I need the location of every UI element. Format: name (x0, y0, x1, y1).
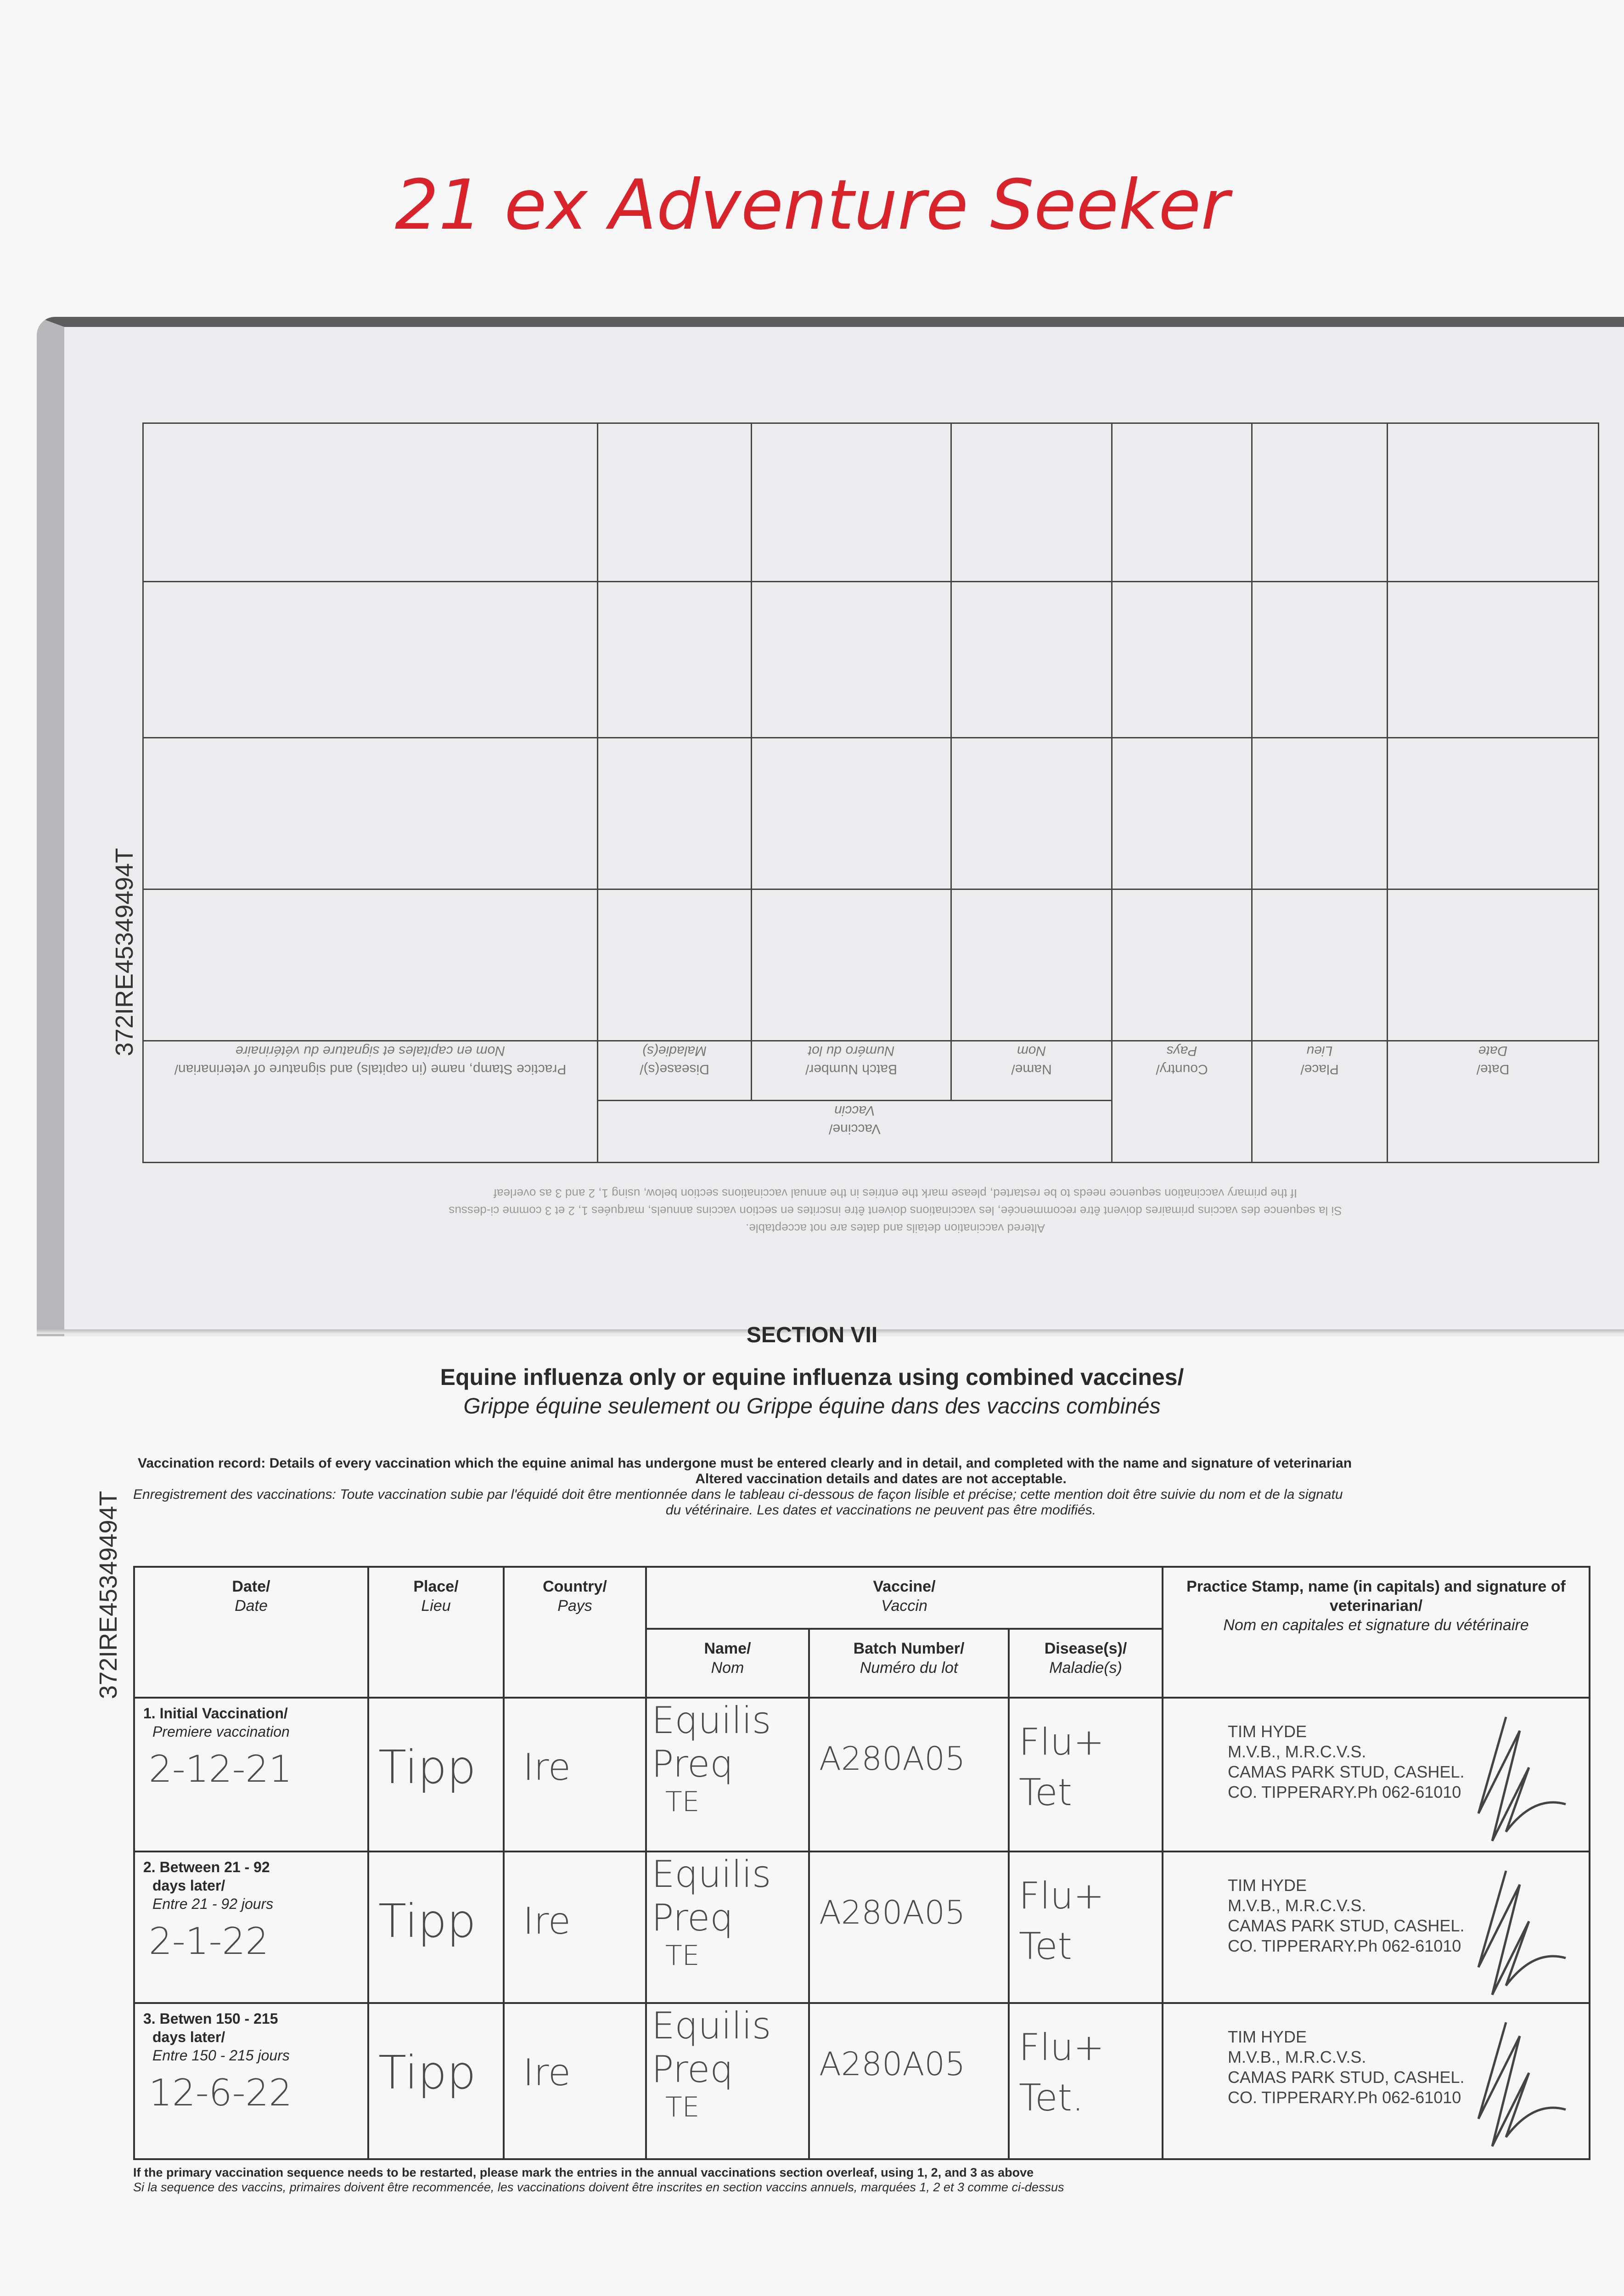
intro-fr-2: du vétérinaire. Les dates et vaccinations ne peuvent pas être modifiés. (665, 1503, 1096, 1518)
upper-header-disease (598, 1041, 752, 1101)
upper-header-batch (752, 1041, 951, 1101)
header-vaccine-label: Vaccine/ (873, 1578, 936, 1595)
row-date: 12-6-22 (149, 2071, 292, 2114)
row-vaccine-name-3: TE (665, 1786, 700, 1818)
row-country: Ire (523, 2051, 571, 2094)
row-country-cell (504, 1698, 646, 1851)
header-name (646, 1629, 809, 1698)
section-title: Equine influenza only or equine influenza using combined vaccines/ (440, 1364, 1184, 1390)
upper-batch-label: Batch Number/ (805, 1062, 898, 1077)
upper-vaccine-label: Vaccine/ (829, 1121, 881, 1137)
header-name-label: Name/ (704, 1640, 751, 1657)
row-disease-cell (1009, 1698, 1163, 1851)
row-disease-1: Flu+ (1019, 1721, 1104, 1763)
row-label: 1. Initial Vaccination/ (143, 1705, 288, 1722)
table-row (134, 1851, 1590, 2003)
row-place-cell (368, 1851, 504, 2003)
header-place-label-fr: Lieu (421, 1597, 451, 1615)
header-place (368, 1567, 504, 1698)
upper-place-label: Place/ (1300, 1062, 1339, 1077)
intro-text (133, 1456, 1624, 1518)
table-row (134, 1698, 1590, 1851)
intro-en-2: Altered vaccination details and dates are not acceptable. (695, 1471, 1067, 1486)
row-date-cell (134, 1851, 368, 2003)
footnote (133, 2165, 1064, 2195)
upper-note-fr: Si la sequence des vaccins primaires doivent être recommencée, les vaccinations doivent être inscrites en section vaccins annuels, marquées 1, 2 et 3 comme ci-dessus (449, 1204, 1342, 1218)
header-disease (1009, 1629, 1163, 1698)
stamp-line: CAMAS PARK STUD, CASHEL. (1228, 1916, 1465, 1935)
header-date-label-fr: Date (235, 1597, 268, 1615)
upper-header-vaccine (598, 1101, 1112, 1163)
header-country-label: Country/ (543, 1578, 607, 1595)
section-title-fr: Grippe équine seulement ou Grippe équine dans des vaccins combinés (463, 1394, 1161, 1418)
header-batch (809, 1629, 1009, 1698)
row-vaccine-name-cell (646, 1851, 809, 2003)
row-batch: A280A05 (819, 1894, 966, 1931)
upper-header-name (951, 1041, 1112, 1101)
row-vaccine-name-cell (646, 2003, 809, 2159)
row-batch: A280A05 (819, 2045, 966, 2083)
row-stamp-cell (1163, 1698, 1590, 1851)
upper-batch-label-fr: Numéro du lot (808, 1043, 895, 1058)
upper-vaccination-table (142, 422, 1599, 1163)
row-country: Ire (523, 1900, 571, 1942)
header-stamp-label: Practice Stamp, name (in capitals) and signature of veterinarian/ (1186, 1578, 1566, 1615)
vet-stamp (1163, 1699, 1589, 1802)
row-batch: A280A05 (819, 1740, 966, 1778)
row-batch-cell (809, 1851, 1009, 2003)
row-vaccine-name-2: Preq (652, 1896, 733, 1939)
row-vaccine-name-1: Equilis (652, 1699, 771, 1742)
upper-name-label-fr: Nom (1017, 1043, 1046, 1058)
signature (1451, 2018, 1570, 2155)
upper-vaccine-label-fr: Vaccin (834, 1103, 875, 1118)
intro-en: Vaccination record: Details of every vaccination which the equine animal has undergone must be entered clearly and in detail, and completed with the name and signature of veterinarian (138, 1456, 1352, 1471)
passport-id-upper: 372IRE45349494T (111, 848, 138, 1056)
header-vaccine (646, 1567, 1163, 1629)
header-disease-label: Disease(s)/ (1044, 1640, 1127, 1657)
vet-stamp (1163, 1852, 1589, 1956)
upper-name-label: Name/ (1011, 1062, 1052, 1077)
row-date: 2-12-21 (149, 1748, 292, 1790)
row-disease-1: Flu+ (1019, 2026, 1104, 2069)
signature (1451, 1866, 1570, 2004)
stamp-line: M.V.B., M.R.C.V.S. (1228, 1742, 1366, 1761)
upper-header-stamp (143, 1041, 598, 1163)
header-disease-label-fr: Maladie(s) (1049, 1659, 1122, 1677)
upper-date-label: Date/ (1476, 1062, 1510, 1077)
stamp-line: TIM HYDE (1228, 1722, 1307, 1741)
row-vaccine-name-1: Equilis (652, 1853, 771, 1896)
row-date: 2-1-22 (149, 1920, 269, 1963)
upper-notes (230, 1185, 1561, 1237)
header-batch-label-fr: Numéro du lot (860, 1659, 958, 1677)
row-label-fr: Entre 21 - 92 jours (152, 1896, 274, 1912)
vet-stamp (1163, 2004, 1589, 2108)
stamp-line: CAMAS PARK STUD, CASHEL. (1228, 1762, 1465, 1781)
upper-note-altered: Altered vaccination details and dates are not acceptable. (746, 1221, 1045, 1235)
stamp-line: TIM HYDE (1228, 2027, 1307, 2046)
row-label-2: days later/ (152, 2029, 225, 2045)
table-row (134, 2003, 1590, 2159)
row-vaccine-name-2: Preq (652, 2048, 733, 2091)
row-stamp-cell (1163, 1851, 1590, 2003)
stamp-line: CAMAS PARK STUD, CASHEL. (1228, 2068, 1465, 2087)
upper-stamp-label: Practice Stamp, name (in capitals) and signature of veterinarian/ (174, 1062, 567, 1077)
row-date-cell (134, 2003, 368, 2159)
row-disease-2: Tet. (1019, 2077, 1084, 2119)
header-date (134, 1567, 368, 1698)
upper-stamp-label-fr: Nom en capitales et signature du vétérinaire (236, 1043, 505, 1058)
stamp-line: M.V.B., M.R.C.V.S. (1228, 1896, 1366, 1915)
row-disease-cell (1009, 2003, 1163, 2159)
upper-header-place (1252, 1041, 1388, 1163)
row-label: 3. Betwen 150 - 215 (143, 2010, 278, 2027)
upper-header-country (1112, 1041, 1252, 1163)
row-stamp-cell (1163, 2003, 1590, 2159)
row-country: Ire (523, 1746, 571, 1789)
header-stamp-label-fr: Nom en capitales et signature du vétérinaire (1223, 1616, 1529, 1634)
header-date-label: Date/ (232, 1578, 270, 1595)
vaccination-table (133, 1566, 1590, 2160)
signature (1451, 1712, 1570, 1850)
upper-country-label-fr: Pays (1166, 1043, 1197, 1058)
row-label-2: days later/ (152, 1877, 225, 1894)
row-vaccine-name-1: Equilis (652, 2004, 771, 2047)
stamp-line: TIM HYDE (1228, 1876, 1307, 1895)
row-place-cell (368, 2003, 504, 2159)
row-label-fr: Premiere vaccination (152, 1723, 290, 1740)
footnote-fr: Si la sequence des vaccins, primaires doivent être recommencée, les vaccinations doivent être inscrites en section vaccins annuels, marquées 1, 2 et 3 comme ci-dessus (133, 2180, 1064, 2194)
upper-country-label: Country/ (1156, 1062, 1208, 1077)
header-stamp (1163, 1567, 1590, 1698)
stamp-line: CO. TIPPERARY.Ph 062-61010 (1228, 2088, 1461, 2107)
passport-id-lower: 372IRE45349494T (95, 1491, 122, 1699)
row-place: Tipp (378, 1740, 476, 1794)
header-place-label: Place/ (413, 1578, 459, 1595)
row-date-cell (134, 1698, 368, 1851)
row-vaccine-name-3: TE (665, 1940, 700, 1972)
stamp-line: CO. TIPPERARY.Ph 062-61010 (1228, 1783, 1461, 1801)
row-place-cell (368, 1698, 504, 1851)
row-label-fr: Entre 150 - 215 jours (152, 2047, 290, 2064)
row-country-cell (504, 1851, 646, 2003)
stamp-line: CO. TIPPERARY.Ph 062-61010 (1228, 1936, 1461, 1955)
header-country-label-fr: Pays (557, 1597, 592, 1615)
intro-fr: Enregistrement des vaccinations: Toute vaccination subie par l'équidé doit être mentionnée dans le tableau ci-dessous de façon lisible et précise; cette mention doit être suivie du nom et de la signatu (133, 1487, 1343, 1502)
header-name-label-fr: Nom (711, 1659, 744, 1677)
row-batch-cell (809, 2003, 1009, 2159)
upper-disease-label-fr: Maladie(s) (642, 1043, 707, 1058)
header-vaccine-label-fr: Vaccin (881, 1597, 927, 1615)
upper-disease-label: Disease(s)/ (640, 1062, 709, 1077)
header-country (504, 1567, 646, 1698)
upper-note-en: If the primary vaccination sequence needs to be restarted, please mark the entries in the annual vaccinations section below, using 1, 2 and 3 as overleaf (493, 1187, 1298, 1200)
row-vaccine-name-cell (646, 1698, 809, 1851)
section-label: SECTION VII (746, 1323, 878, 1347)
upper-place-label-fr: Lieu (1306, 1043, 1333, 1058)
upper-header-date (1388, 1041, 1599, 1163)
upper-date-label-fr: Date (1478, 1043, 1508, 1058)
row-disease-2: Tet (1019, 1925, 1072, 1968)
row-label: 2. Between 21 - 92 (143, 1859, 270, 1875)
header-batch-label: Batch Number/ (853, 1640, 965, 1657)
footnote-en: If the primary vaccination sequence needs to be restarted, please mark the entries in the annual vaccinations section overleaf, using 1, 2, and 3 as above (133, 2166, 1034, 2179)
stamp-line: M.V.B., M.R.C.V.S. (1228, 2048, 1366, 2066)
row-batch-cell (809, 1698, 1009, 1851)
row-disease-1: Flu+ (1019, 1874, 1104, 1917)
row-disease-cell (1009, 1851, 1163, 2003)
row-place: Tipp (378, 1894, 476, 1948)
row-vaccine-name-3: TE (665, 2091, 700, 2123)
handwritten-title: 21 ex Adventure Seeker (394, 165, 1230, 245)
row-country-cell (504, 2003, 646, 2159)
row-place: Tipp (378, 2046, 476, 2099)
row-disease-2: Tet (1019, 1771, 1072, 1814)
row-vaccine-name-2: Preq (652, 1743, 733, 1785)
